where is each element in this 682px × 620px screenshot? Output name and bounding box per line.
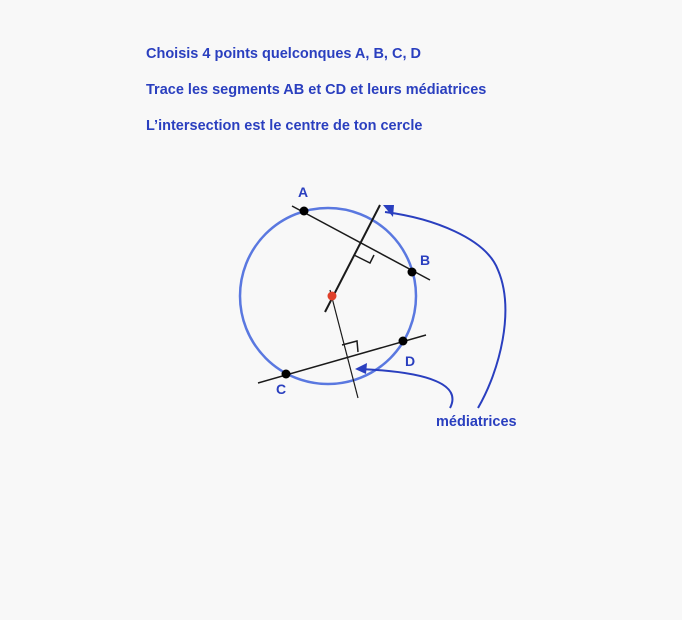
point-d-label: D: [405, 353, 416, 369]
mediatrices-callout-label: médiatrices: [436, 414, 517, 430]
instruction-step-1: Choisis 4 points quelconques A, B, C, D: [146, 46, 421, 62]
instruction-step-3: L’intersection est le centre de ton cercle: [146, 118, 423, 134]
callout-arrowhead-upper: [383, 205, 394, 217]
point-a-dot: [300, 207, 309, 216]
circle-center-dot: [328, 292, 337, 301]
callout-arrowhead-lower: [355, 363, 367, 374]
point-b-dot: [408, 268, 417, 277]
right-angle-mark-ab: [354, 255, 374, 263]
point-c-label: C: [276, 381, 287, 397]
instruction-step-2: Trace les segments AB et CD et leurs médiatrices: [146, 82, 487, 98]
point-a-label: A: [298, 184, 309, 200]
point-d-dot: [399, 337, 408, 346]
point-b-label: B: [420, 252, 431, 268]
callout-arrow-lower: [360, 369, 452, 408]
point-c-dot: [282, 370, 291, 379]
callout-arrow-upper: [385, 212, 505, 408]
